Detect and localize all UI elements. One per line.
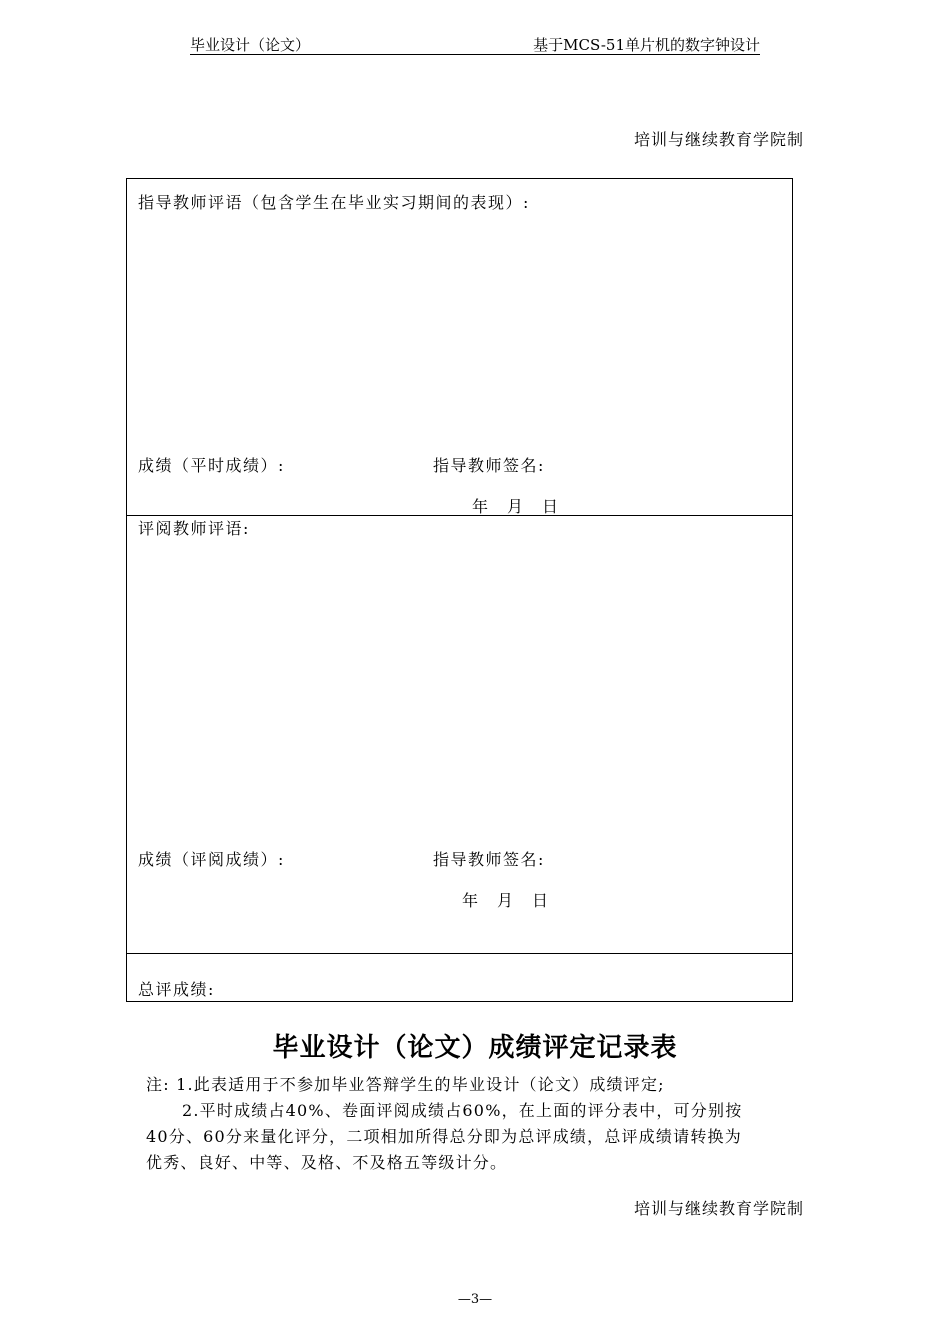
page-title: 毕业设计（论文）成绩评定记录表 [272, 1033, 678, 1063]
header-left-text: 毕业设计（论文） [190, 36, 311, 54]
total-score-label: 总评成绩: [138, 980, 215, 999]
regular-score-label: 成绩（平时成绩）: [138, 456, 285, 475]
review-score-label: 成绩（评阅成绩）: [138, 850, 285, 869]
notes [146, 1072, 806, 1176]
page-number: —3— [457, 1292, 493, 1307]
advisor-section [127, 179, 792, 516]
evaluation-form [126, 178, 793, 1002]
institute-name-bottom: 培训与继续教育学院制 [633, 1199, 804, 1218]
page-header [190, 36, 760, 55]
reviewer-section [127, 516, 792, 954]
total-section [127, 954, 792, 1001]
reviewer-date: 年 月 日 [462, 891, 550, 910]
institute-name-top: 培训与继续教育学院制 [633, 130, 804, 149]
reviewer-comment-label: 评阅教师评语: [138, 519, 250, 538]
note-line-2: 2.平时成绩占40%、卷面评阅成绩占60%，在上面的评分表中，可分别按 [182, 1101, 743, 1120]
advisor-date: 年 月 日 [472, 497, 560, 516]
header-right-text: 基于MCS-51单片机的数字钟设计 [533, 36, 760, 54]
advisor-comment-label: 指导教师评语（包含学生在毕业实习期间的表现）: [138, 193, 530, 212]
advisor-signature-label: 指导教师签名: [433, 456, 545, 475]
reviewer-signature-label: 指导教师签名: [433, 850, 545, 869]
note-line-4: 优秀、良好、中等、及格、不及格五等级计分。 [146, 1153, 508, 1172]
note-line-3: 40分、60分来量化评分，二项相加所得总分即为总评成绩，总评成绩请转换为 [146, 1127, 742, 1146]
note-line-1: 注: 1.此表适用于不参加毕业答辩学生的毕业设计（论文）成绩评定; [146, 1075, 665, 1094]
